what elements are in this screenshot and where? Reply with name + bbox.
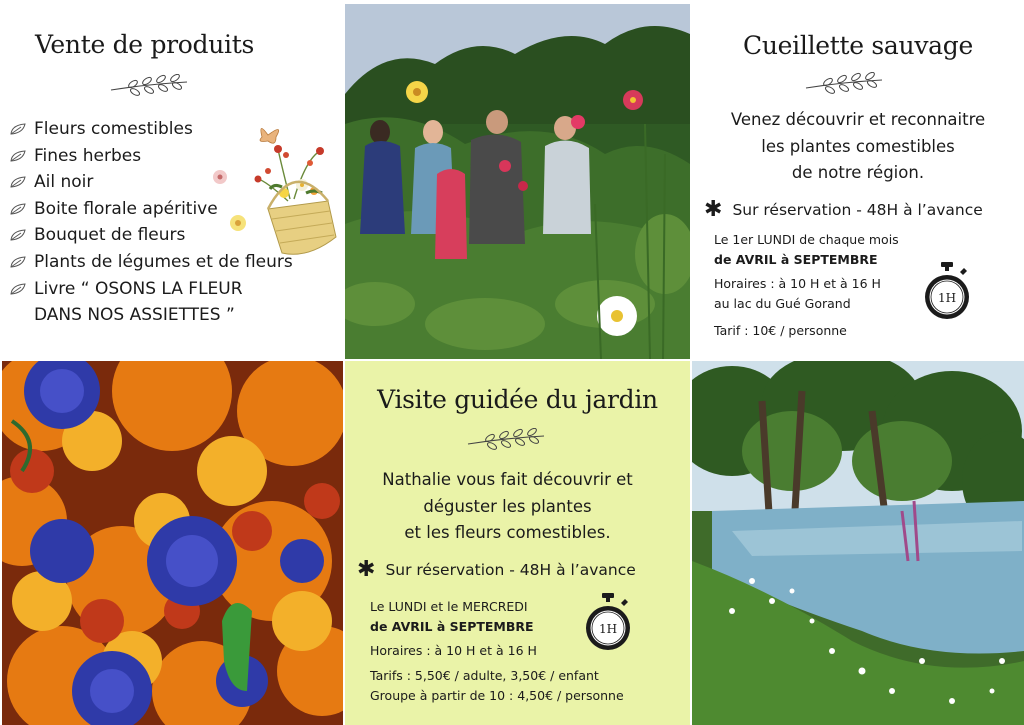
visite-panel xyxy=(345,361,690,725)
svg-text:1H: 1H xyxy=(598,622,618,636)
cueillette-intro: Venez découvrir et reconnaitre les plantes comestibles de notre région. xyxy=(730,110,986,183)
schedule-hours: Horaires : à 10 H et à 16 H au lac du Gué Gorand xyxy=(714,276,881,311)
edible-flowers-photo xyxy=(2,361,343,725)
svg-text:1H: 1H xyxy=(937,291,957,305)
leaf-icon xyxy=(10,150,26,162)
leaf-icon xyxy=(10,256,26,268)
asterisk-icon: ✱ xyxy=(704,197,723,222)
list-item: Boite florale apéritive xyxy=(10,196,293,223)
price-list: Tarifs : 5,50€ / adulte, 3,50€ / enfant Groupe à partir de 10 : 4,50€ / personne xyxy=(370,668,624,703)
leaf-icon xyxy=(10,176,26,188)
cueillette-panel xyxy=(692,4,1024,359)
leaf-icon xyxy=(10,123,26,135)
vente-title: Vente de produits xyxy=(34,30,255,59)
lake-photo xyxy=(692,361,1024,725)
flower-basket-illustration xyxy=(210,119,340,269)
list-item: Fines herbes xyxy=(10,143,293,170)
list-item: Bouquet de fleurs xyxy=(10,222,293,249)
sprig-icon xyxy=(804,72,884,94)
list-item: Plants de légumes et de fleurs xyxy=(10,249,293,276)
stopwatch-icon xyxy=(583,593,633,653)
leaf-icon xyxy=(10,203,26,215)
cueillette-title: Cueillette sauvage xyxy=(743,31,973,60)
sprig-icon xyxy=(466,428,546,450)
sprig-icon xyxy=(109,74,189,96)
schedule-hours: Horaires : à 10 H et à 16 H xyxy=(370,643,537,658)
visite-intro: Nathalie vous fait découvrir et déguster les plantes et les fleurs comestibles. xyxy=(382,470,633,543)
list-item-continuation: DANS NOS ASSIETTES ” xyxy=(34,305,235,326)
list-item: Fleurs comestibles xyxy=(10,116,293,143)
reservation-note: ✱ Sur réservation - 48H à l’avance xyxy=(357,557,636,582)
schedule-days: Le 1er LUNDI de chaque mois de AVRIL à SEPTEMBRE xyxy=(714,232,899,267)
asterisk-icon: ✱ xyxy=(357,557,376,582)
stopwatch-icon xyxy=(922,262,972,322)
garden-visit-photo xyxy=(345,4,690,359)
schedule-days: Le LUNDI et le MERCREDI de AVRIL à SEPTEMBRE xyxy=(370,599,534,634)
list-item: Livre “ OSONS LA FLEUR xyxy=(10,276,293,303)
vente-panel xyxy=(2,4,343,359)
leaf-icon xyxy=(10,229,26,241)
price-label: Tarif : 10€ / personne xyxy=(714,323,847,338)
visite-title: Visite guidée du jardin xyxy=(377,385,658,414)
leaf-icon xyxy=(10,283,26,295)
reservation-note: ✱ Sur réservation - 48H à l’avance xyxy=(704,197,983,222)
list-item: Ail noir xyxy=(10,169,293,196)
